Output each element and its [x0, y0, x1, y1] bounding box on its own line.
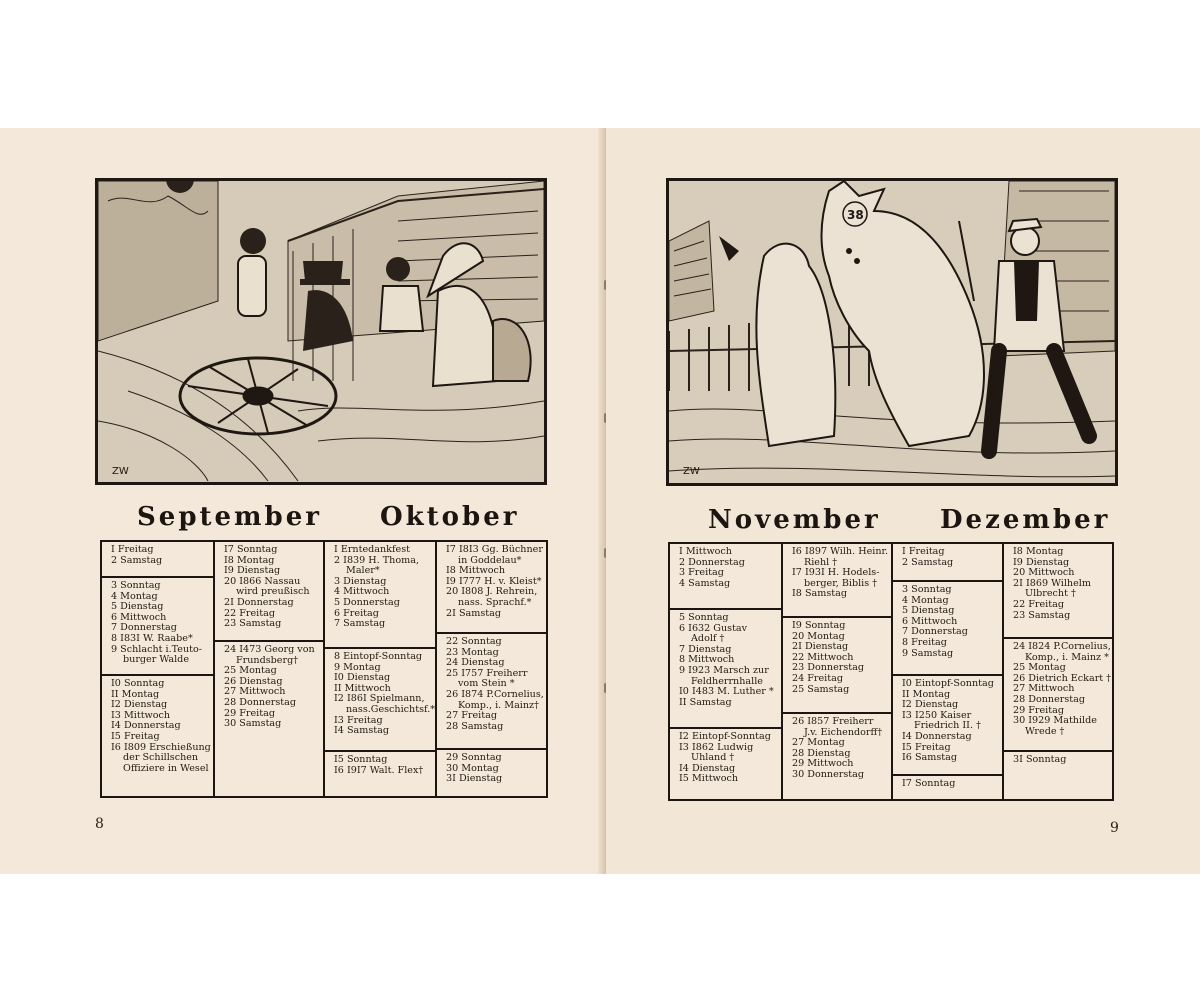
calendar-entry: I7 I93I H. Hodels-	[792, 567, 880, 579]
calendar-entry: I Mittwoch	[679, 546, 732, 557]
calendar-entry: Komp., i. Mainz *	[1025, 651, 1109, 663]
calendar-entry: Komp., i. Mainz†	[458, 699, 539, 711]
calendar-entry: 27 Montag	[792, 737, 845, 749]
calendar-entry: 29 Freitag	[224, 707, 275, 719]
left-page	[0, 128, 606, 874]
calendar-entry: I5 Freitag	[902, 741, 951, 753]
left-illustration	[95, 178, 547, 485]
calendar-entry: I2 Dienstag	[902, 699, 959, 711]
calendar-entry: 9 I923 Marsch zur	[679, 664, 769, 676]
calendar-entry: Maler*	[346, 565, 380, 577]
calendar-entry: 6 I632 Gustav	[679, 622, 748, 634]
calendar-entry: I4 Samstag	[334, 725, 389, 737]
calendar-week	[1004, 544, 1112, 637]
calendar-entry: 2 I839 H. Thoma,	[334, 554, 419, 566]
calendar-entry: 7 Donnerstag	[111, 622, 177, 634]
calendar-week	[325, 542, 435, 647]
calendar-entry: 20 I808 J. Rehrein,	[446, 586, 538, 598]
calendar-entry: II Samstag	[679, 696, 732, 708]
calendar-entry: 3I Dienstag	[446, 773, 503, 785]
calendar-entry: J.v. Eichendorff†	[804, 726, 883, 738]
calendar-entry: I3 I250 Kaiser	[902, 709, 972, 721]
calendar-entry: I0 I483 M. Luther *	[679, 686, 774, 698]
calendar-entry: 27 Mittwoch	[224, 686, 286, 698]
calendar-entry: I8 Mittwoch	[446, 565, 506, 577]
heading-november: November	[708, 505, 881, 535]
calendar-entry: 9 Schlacht i.Teuto-	[111, 643, 203, 655]
calendar-column	[781, 544, 891, 799]
calendar-entry: I6 I9I7 Walt. Flex†	[334, 764, 424, 776]
calendar-week	[670, 608, 781, 727]
calendar-entry: 4 Montag	[902, 594, 949, 606]
calendar-entry: 4 Samstag	[679, 577, 731, 589]
calendar-entry: I2 Eintopf-Sonntag	[679, 731, 771, 742]
calendar-entry: 26 I857 Freiherr	[792, 716, 874, 727]
calendar-week	[893, 544, 1002, 580]
calendar-entry: 23 Samstag	[224, 618, 282, 630]
calendar-entry: 26 Dietrich Eckart †	[1013, 672, 1112, 684]
calendar-entry: 2I Dienstag	[792, 641, 849, 653]
illustrator-mark-right: ZW	[683, 466, 700, 477]
calendar-entry: 28 Samstag	[446, 720, 504, 732]
calendar-entry: 6 Mittwoch	[111, 611, 167, 623]
calendar-entry: I9 Sonntag	[792, 620, 846, 631]
calendar-entry: I8 Samstag	[792, 588, 847, 600]
calendar-week	[102, 576, 213, 674]
calendar-week	[783, 544, 891, 616]
calendar-week	[1004, 750, 1112, 769]
calendar-entry: I5 Mittwoch	[679, 773, 739, 785]
calendar-entry: 8 Eintopf-Sonntag	[334, 651, 423, 662]
calendar-entry: I7 Sonntag	[902, 778, 956, 789]
calendar-entry: 5 Dienstag	[111, 601, 164, 613]
calendar-entry: Adolf †	[691, 633, 725, 645]
calendar-column	[102, 542, 213, 796]
calendar-entry: wird preußisch	[236, 586, 310, 598]
calendar-entry: 28 Donnerstag	[1013, 693, 1085, 705]
calendar-week	[893, 674, 1002, 774]
calendar-entry: 30 Samstag	[224, 718, 282, 730]
calendar-week	[437, 632, 546, 748]
calendar-entry: 24 Dienstag	[446, 657, 505, 669]
calendar-entry: 27 Freitag	[446, 710, 497, 722]
calendar-entry: 2I Donnerstag	[224, 596, 294, 608]
calendar-entry: 30 Montag	[446, 762, 499, 774]
calendar-entry: 22 Mittwoch	[792, 651, 854, 663]
calendar-week	[325, 647, 435, 750]
calendar-entry: 3 Freitag	[679, 567, 724, 579]
calendar-entry: 25 Montag	[224, 665, 277, 677]
calendar-entry: I0 Sonntag	[111, 678, 165, 689]
calendar-entry: I8 Montag	[1013, 546, 1064, 557]
calendar-entry: 23 Montag	[446, 646, 499, 658]
calendar-column	[1002, 544, 1112, 799]
calendar-entry: II Montag	[111, 688, 160, 700]
calendar-entry: 9 Samstag	[902, 647, 954, 659]
calendar-column	[213, 542, 323, 796]
heading-oktober: Oktober	[380, 502, 520, 532]
calendar-entry: 24 I824 P.Cornelius,	[1013, 641, 1111, 652]
calendar-entry: I6 Samstag	[902, 752, 957, 764]
calendar-entry: 30 Donnerstag	[792, 768, 864, 780]
calendar-entry: I0 Dienstag	[334, 672, 391, 684]
calendar-entry: 6 Freitag	[334, 607, 379, 619]
calendar-entry: Uhland †	[691, 752, 735, 764]
calendar-entry: I Freitag	[902, 546, 945, 557]
calendar-column	[323, 542, 435, 796]
calendar-entry: 22 Freitag	[1013, 598, 1064, 610]
calendar-entry: I5 Sonntag	[334, 754, 388, 765]
calendar-entry: I4 Donnerstag	[902, 730, 972, 742]
costume-number: 38	[847, 208, 864, 222]
calendar-entry: 28 Dienstag	[792, 747, 851, 759]
calendar-entry: 4 Montag	[111, 590, 158, 602]
calendar-entry: I9 I777 H. v. Kleist*	[446, 575, 542, 587]
heading-dezember: Dezember	[940, 505, 1111, 535]
calendar-week	[783, 616, 891, 712]
right-calendar-grid	[668, 542, 1114, 801]
calendar-entry: 22 Freitag	[224, 607, 275, 619]
calendar-entry: 8 I83I W. Raabe*	[111, 632, 193, 644]
calendar-entry: nass. Sprachf.*	[458, 596, 532, 608]
calendar-entry: in Goddelau*	[458, 554, 522, 566]
calendar-entry: 8 Freitag	[902, 636, 947, 648]
illustrator-mark-left: ZW	[112, 466, 129, 477]
calendar-entry: 22 Sonntag	[446, 636, 502, 647]
calendar-entry: 3I Sonntag	[1013, 754, 1067, 765]
calendar-week	[670, 544, 781, 608]
calendar-entry: 20 Mittwoch	[1013, 567, 1075, 579]
calendar-week	[325, 750, 435, 779]
calendar-week	[215, 542, 323, 640]
page-number-right: 9	[1110, 820, 1119, 836]
calendar-entry: 29 Sonntag	[446, 752, 502, 763]
calendar-entry: 8 Mittwoch	[679, 654, 735, 666]
page-number-left: 8	[95, 816, 104, 832]
calendar-entry: I7 I8I3 Gg. Büchner	[446, 544, 543, 555]
calendar-entry: 4 Mittwoch	[334, 586, 390, 598]
calendar-entry: Feldherrnhalle	[691, 675, 763, 687]
calendar-entry: 26 Dienstag	[224, 675, 283, 687]
calendar-entry: 5 Donnerstag	[334, 596, 400, 608]
calendar-week	[1004, 637, 1112, 750]
calendar-entry: der Schillschen	[123, 752, 199, 764]
calendar-entry: 30 I929 Mathilde	[1013, 715, 1097, 727]
calendar-entry: 25 Montag	[1013, 662, 1066, 674]
calendar-column	[435, 542, 546, 796]
calendar-entry: 28 Donnerstag	[224, 696, 296, 708]
calendar-entry: 7 Dienstag	[679, 643, 732, 655]
calendar-entry: I5 Freitag	[111, 730, 160, 742]
booklet-spread	[0, 128, 1200, 874]
calendar-entry: I Freitag	[111, 544, 154, 555]
calendar-entry: I6 I897 Wilh. Heinr.	[792, 546, 889, 557]
calendar-entry: 23 Donnerstag	[792, 662, 864, 674]
calendar-week	[893, 580, 1002, 674]
calendar-entry: I9 Dienstag	[1013, 556, 1070, 568]
calendar-week	[102, 674, 213, 777]
calendar-entry: II Montag	[902, 688, 951, 700]
calendar-entry: 7 Samstag	[334, 618, 386, 630]
calendar-week	[437, 748, 546, 788]
calendar-entry: burger Walde	[123, 654, 189, 666]
calendar-entry: Wrede †	[1025, 725, 1065, 737]
calendar-entry: 9 Montag	[334, 661, 381, 673]
heading-september: September	[137, 502, 322, 532]
calendar-week	[437, 542, 546, 632]
calendar-week	[670, 727, 781, 788]
calendar-entry: I2 Dienstag	[111, 699, 168, 711]
calendar-entry: I0 Eintopf-Sonntag	[902, 678, 994, 689]
calendar-entry: vom Stein *	[458, 678, 515, 690]
calendar-entry: 5 Sonntag	[679, 612, 729, 623]
calendar-entry: 7 Donnerstag	[902, 626, 968, 638]
calendar-entry: I Erntedankfest	[334, 544, 411, 555]
calendar-entry: I3 I862 Ludwig	[679, 741, 754, 753]
calendar-entry: 2 Samstag	[111, 554, 163, 566]
calendar-entry: 20 Montag	[792, 630, 845, 642]
calendar-week	[893, 774, 1002, 793]
calendar-entry: berger, Biblis †	[804, 577, 878, 589]
calendar-entry: I4 Dienstag	[679, 762, 736, 774]
calendar-week	[783, 712, 891, 784]
calendar-entry: Frundsberg†	[236, 654, 299, 666]
calendar-entry: Ulbrecht †	[1025, 588, 1076, 600]
calendar-entry: I6 I809 Erschießung	[111, 741, 211, 753]
calendar-entry: 20 I866 Nassau	[224, 575, 301, 587]
calendar-entry: 29 Mittwoch	[792, 758, 854, 770]
calendar-entry: 3 Dienstag	[334, 575, 387, 587]
calendar-entry: 3 Sonntag	[902, 584, 952, 595]
calendar-entry: 25 Samstag	[792, 683, 850, 695]
calendar-entry: 27 Mittwoch	[1013, 683, 1075, 695]
calendar-entry: 26 I874 P.Cornelius,	[446, 688, 544, 700]
calendar-column	[891, 544, 1002, 799]
calendar-entry: nass.Geschichtsf.*	[346, 703, 436, 715]
calendar-entry: II Mittwoch	[334, 682, 391, 694]
calendar-entry: Friedrich II. †	[914, 720, 981, 732]
calendar-entry: I7 Sonntag	[224, 544, 278, 555]
calendar-entry: I3 Mittwoch	[111, 709, 171, 721]
calendar-entry: Riehl †	[804, 556, 838, 568]
calendar-entry: 2 Samstag	[902, 556, 954, 568]
calendar-entry: Offiziere in Wesel	[123, 762, 209, 774]
calendar-entry: 23 Samstag	[1013, 609, 1071, 621]
calendar-entry: I3 Freitag	[334, 714, 383, 726]
calendar-column	[670, 544, 781, 799]
calendar-week	[102, 542, 213, 576]
calendar-entry: 2 Donnerstag	[679, 556, 745, 568]
calendar-entry: I8 Montag	[224, 554, 275, 566]
calendar-entry: I9 Dienstag	[224, 565, 281, 577]
calendar-entry: 2I Samstag	[446, 607, 501, 619]
calendar-entry: 2I I869 Wilhelm	[1013, 577, 1091, 589]
calendar-entry: 5 Dienstag	[902, 605, 955, 617]
calendar-entry: 24 I473 Georg von	[224, 644, 315, 655]
right-illustration	[666, 178, 1118, 486]
calendar-entry: 6 Mittwoch	[902, 615, 958, 627]
right-page	[606, 128, 1200, 874]
calendar-entry: 25 I757 Freiherr	[446, 667, 528, 679]
calendar-entry: 24 Freitag	[792, 672, 843, 684]
calendar-week	[215, 640, 323, 733]
left-calendar-grid	[100, 540, 548, 798]
calendar-entry: 29 Freitag	[1013, 704, 1064, 716]
calendar-entry: I4 Donnerstag	[111, 720, 181, 732]
calendar-entry: I2 I86I Spielmann,	[334, 693, 425, 705]
calendar-entry: 3 Sonntag	[111, 580, 161, 591]
